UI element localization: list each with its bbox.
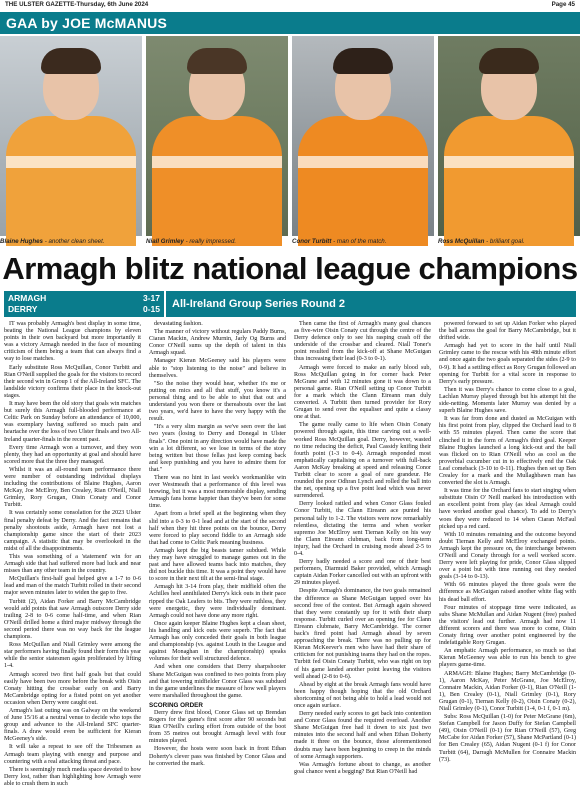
player-photo (146, 36, 288, 245)
score-box (4, 291, 164, 317)
paragraph: There is seemingly much media space devoted to how Derry lost, rather than highlighting how Armagh were able to crush them in such (4, 766, 141, 787)
paragraph: It will take a repeat to see off the Tribesmen as Armagh team playing with energy and purpose and countering with a real attacking threat and pace. (4, 744, 141, 765)
paragraph: Armagh were forced to make an early blood sub, Ross McQuillan going in for corner back Peter McGrane and with 12 minutes gone it was down to a personal game. Rian O'Neill setting up Conor Turbitt for a mark which the Clann Eireann man duly converted. A Turbitt then turned provider for Rory Grugan to send over the equaliser and quite a classy one at that. (294, 364, 431, 421)
paragraph: And when one considers that Derry sharpshooter Shane McGuigan was confined to two points from play and that towering midfielder Conor Glass was subdued in the game underlines the measure of how well players were marshalled throughout the game. (149, 664, 286, 699)
paragraph: Was Armagh's fortune about to change, as another goal chance went a begging? But Rian O'Neill had (294, 761, 431, 775)
paragraph: Whilst it was an all-round team performance there were number of outstanding individual displays including the contributions of Blaine Hughes, Aaron McKay, Joe McElroy, Ben Crealey, Rian O'Neill, Niall Grimley, Rory Grugan, Oisin Conaty and Conor Turbitt. (4, 466, 141, 509)
section-header (0, 12, 580, 34)
paragraph: With 10 minutes remaining and the outcome beyond doubt Tiernan Kelly and McElroy exchanged points. Armagh kept the pressure on, the interchange between O'Neill and Conaty through for a well worked score. Derry were left playing for pride, Conor Glass slipped over a point but with time running out they needed goals (3-14 to 0-13). (439, 531, 576, 581)
paragraph: Once again keeper Blaine Hughes kept a clean sheet, his handling and kick outs were superb. The fact that Armagh has only conceded their goals in both league and championship (vs. against Louth in the League and against Monaghan in the championship) speaks volumes for their well structured defence. (149, 620, 286, 663)
paragraph: The manner of victory without regulars Paddy Burns, Ciaran Mackin, Andrew Murnin, Jarly Og Burns and Conor O'Neill sums up the depth of talent in this Armagh squad. (149, 329, 286, 357)
masthead-publication: THE ULSTER GAZETTE-Thursday, 6th June 2024 (5, 1, 149, 8)
article-column (294, 321, 431, 775)
paragraph: Ahead by eight at the break Armagh fans would have been happy though hoping that the old Orchard shortcoming of not being able to hold a lead would not once again surface. (294, 681, 431, 709)
paragraph: With 66 minutes played the three goals were the difference as McGuigan raised another white flag with his dead ball effort. (439, 582, 576, 603)
paragraph: Subs: Ross McQuillan (1-0) for Peter McGrane (6m), Stefan Campbell for Jason Duffy for Stefan Campbell (49), Oisin O'Neill (0-1) for Rian O'Neill (57), Greg McCabe for Aidan Forker (57), Shane McPartland (0-1) for Ben Crealey (65), Aidan Nugent (0-1 f) for Conor Turbitt (64), Darragh McMullen for Connaire Mackin (73). (439, 714, 576, 763)
photo-caption: Conor Turbitt - man of the match. (292, 238, 387, 245)
photo-caption: Blaine Hughes - another clean sheet. (0, 238, 105, 245)
paragraph: Derry drew first blood, Conor Glass set up Brendan Rogers for the game's first score after 90 seconds but Rian O'Neill's curling effort from outside of the boot from 35 metres out brought Armagh level with four minutes played. (149, 709, 286, 745)
masthead-page-number: Page 45 (551, 1, 575, 8)
paragraph: Turbitt (2), Aidan Forker and Barry McCambridge would add points that saw Armagh outscore Derry side trailing 2-8 to 0-6 come half-time, and when Rian O'Neill drilled home a third major midway through the second period there was no way back for the league champions. (4, 598, 141, 641)
paragraph: Then came the first of Armagh's many goal chances as five-wire Oisin Conaty cut through the centre of the Derry defence only to see his rasping crash off the underside of the crossbar and cleared. Niall Toner's point resulted from the kick-off at Shane McGuigan thus increasing their lead (0-3 to 0-1). (294, 321, 431, 363)
paragraph: It was certainly some consolation for the 2023 Ulster final penalty defeat by Derry. And the fact remains that penalty shootouts aside, Armagh have not lost a championship game since the start of their 2023 campaign. A statistic that may be overlooked in the midst of all the disappointments. (4, 510, 141, 552)
paragraph: Ross McQuillan and Niall Grimley were among the star performers having finally found their form this year while the senior statesmen again proliferated by lifting 1-4. (4, 642, 141, 670)
article-column (4, 321, 141, 787)
paragraph: This was something of a 'statement' win for an Armagh side that had suffered more bad luck and near misses than any other team in the country. (4, 554, 141, 575)
paragraph: Despite Armagh's dominance, the two goals remained the difference as Shane McGuigan tapped over his second free of the contest. But Armagh again showed that they were constantly up for it with their sharp response. Turbitt curled over an opening fee for Clann Eireann clubmate, Barry McCambridge. The corner back's fired point had Armagh ahead by seven approaching the break. There was no pulling up for Kieran McKeever's men who have had their share of criticism for not punishing teams they had on the ropes. Turbitt fed Oisin Conaty Turbitt, who was right on top of his game landed another point leaving the visitors well ahead (2-8 to 0-6). (294, 588, 431, 680)
article-body (4, 321, 576, 787)
player-photo (0, 36, 142, 245)
paragraph: Then it was Derry's chance to come close to a goal, Lachlan Murray played through but his attempt hit the side-netting. Moments later Murray was denied by a superb Blaine Hughes save. (439, 386, 576, 415)
article-headline: Armagh blitz national league champions (2, 251, 578, 286)
masthead (0, 0, 580, 9)
photo-strip (0, 36, 580, 248)
paragraph: It may have been the old story that goals win matches but surely this Armagh full-blooded performance at Celtic Park on Sunday before an attendance of 10,000, was exemplary having suffered so much pain and heartache over the loss of two Ulster finals and two All-Ireland quarter-finals in the recent past. (4, 401, 141, 443)
paragraph: Early substitute Ross McQuillan, Conor Turbitt and Rian O'Neill supplied the goals for the visitors to record their second win in Group 1 of the All-Ireland SFC. The landslide victory confirms their place in the knock-out stages. (4, 364, 141, 399)
player-photo (438, 36, 580, 245)
paragraph: "It's a very slim margin as we've seen over the last two years (losing to Derry and Donegal in Ulster finals". One point in any direction would have made the win a lot different, so we lose in terms of the story being written but those fellas just keep coming back and keep punishing and you have to admire them for that." (149, 424, 286, 473)
paragraph: Manager Kieran McGeeney said his players were able to "stop listening to the noise" and believe in themselves. (149, 358, 286, 379)
paragraph: However, the hosts were soon back in front Ethan Doherty's clever pass was finished by Conor Glass and he converted the mark. (149, 746, 286, 767)
paragraph: Derry badly needed a score and one of their best performers, Diarmuid Baker provided, which Armagh captain Aidan Forker cancelled out with an upfront with 29 minutes played. (294, 559, 431, 587)
paragraph: Armagh hit 3-14 from play, their midfield often the Achilles heel annihilated Derry's kick outs in their pace ripped the Oak Leafers to bits. They were ruthless, they were energetic, they were individually dominant. Armagh could not have done any more right. (149, 584, 286, 619)
paragraph: Armagh had yet to score in the half until Niall Grimley came to the rescue with his 48th minute effort and once again the two goals separated the sides (2-9 to 0-9). It had a settling effect as Rory Grugan followed an opening for Turbitt for a vital score in response to Derry's early pressure. (439, 343, 576, 385)
paragraph: Armagh kept the big beasts tamer subdued. While they may have struggled to manage games out in the past and have allowed teams back into matches, they did not buckle this time. It was a point they would have to score in their next tilt at the semi-final stage. (149, 547, 286, 583)
paragraph: Armagh's last outing was on Galway on the weekend of June 15/16 at a neutral venue to decide who tops the group and advance to the All-Ireland SFC quarter-finals. A draw would even be sufficient for Kieran McGeeney's side. (4, 707, 141, 743)
paragraph: Apart from a brief spell at the beginning when they slid into a 0-3 to 0-1 lead and at the start of the second half when they hit three points on the bounce, Derry were forced to play second fiddle to an Armagh side that had come to Celtic Park meaning business. (149, 511, 286, 546)
paragraph: It was time for the Orchard fans to start singing when substitute Oisin O' Neill marked his introduction with an excellent point from play (as ideal Armagh could have worked another goal chance). To add to Derry's woes they were reduced to 14 when Ciaran McFaul picked up a red card. (439, 488, 576, 530)
paragraph: powered forward to set up Aidan Forker who played the ball across the goal for Barry McCambridge, but it drifted wide. (439, 321, 576, 342)
paragraph: It was far from done and dusted as McGuigan with his first point from play, clipped the Orchard lead to 8 with 55 minutes played. Then came the score that clinched it in the form of Armagh's third goal. Keeper Blaine Hughes launched a long kick-out and the ball was flicked on to Rian O'Neill who as cool as the proverbial cucumber cut in to effectively end the Oak Leaf comeback (3-10 to 0-11). Hughes then set up Ben Crealey for a mark and the Mullaghbawn man has converted the slot is Armagh. (439, 416, 576, 487)
paragraph: "So the noise they would hear, whether it's me or putting on mics and all that stuff, you know it's a personal thing and to be able to shut that out and understand you won there or thereabouts over the last two years, we'd have to have the very happy with the result. (149, 380, 286, 423)
photo-caption: Niall Grimley - really impressed. (146, 238, 237, 245)
paragraph: IT was probably Armagh's best display in some time, beating the National League champions by eleven points in their own backyard but more importantly it was a victory Armagh needed in the face of mounting criticism of them being a team that can always find a way to lose matches. (4, 321, 141, 363)
section-title: GAA by JOE McMANUS (6, 15, 167, 31)
score-row-away: DERRY 0-15 (8, 304, 160, 314)
paragraph: There was no hint in last week's workmanlike win over Westmeath that a performance of this level was brewing, but it was a most memorable display, sending Armagh fans home happier than they've been for some time. (149, 474, 286, 510)
player-photo (292, 36, 434, 245)
article-column (149, 321, 286, 767)
paragraph: McQuillan's first-half goal helped give a 1-7 to 0-6 lead and man of the match Turbitt rolled in their second major seven minutes later to widen the gap to five. (4, 576, 141, 597)
photo-caption: Ross McQuillan - brilliant goal. (438, 238, 525, 245)
paragraph: Every time Armagh won a turnover, and they won plenty, they had an opportunity at goal and should have scored more that the three they managed. (4, 444, 141, 465)
competition-banner: All-Ireland Group Series Round 2 (166, 291, 576, 317)
paragraph: Four minutes of stoppage time were indicated, as subs Shane McMullan and Aidan Nugent (free) pushed the visitors' lead out further. Armagh had now 11 different scorers and there was more to come, Oisin Conaty firing over another point engineered by the indefatigable Rory Grugan. (439, 604, 576, 647)
paragraph: Derry needed early scores to get back into contention and Conor Glass found the required overload. Another Shane McGuigan free had it down to six just two minutes into the second half and when Ethan Doherty made it three on the bounce, those aforementioned doubts may have been beginning to creep in the minds of some Armagh supporters. (294, 711, 431, 760)
article-column (439, 321, 576, 763)
paragraph: devastating fashion. (154, 321, 203, 327)
paragraph: ARMAGH: Blaine Hughes; Barry McCambridge (0-1), Aaron McKay, Peter McGrane, Joe McElroy, Connaire Mackin, Aidan Forker (0-1), Rian O'Neill (1-1), Ben Crealey (0-1), Niall Grimley (0-1), Rory Grugan (0-1), Tiernan Kelly (0-2), Oisin Conaty (0-2), Niall Grimley (0-1), Conor Turbitt (1-4, 0-1 f, 0-1 m). (439, 670, 576, 712)
subheading: SCORING ORDER (149, 701, 203, 709)
paragraph: Armagh scored two first half goals but that could easily have been two more before the break with Oisin Conaty hitting the crossbar early on and Barry McCambridge opting for a fisted point on yet another occasion when Derry were caught out. (4, 671, 141, 706)
paragraph: Derry looked rattled and when Conor Glass fouled Conor Turbitt, the Clann Eireann ace punted his personal tally to 1-2. The visitors were now remarkably relentless, dictating the terms and when worker supremo Joe McElroy sent Tiernan Kelly on his way the Clann Eireann clubman, back from long-term injury, had the Orchard in cruising mode ahead 2-5 to 0-4. (294, 501, 431, 557)
paragraph: An emphatic Armagh performance, so much so that Kieran McGeeney was able to run his bench to give players game-time. (439, 648, 576, 669)
score-row-home: ARMAGH 3-17 (8, 293, 160, 303)
paragraph: The game really came to life when Oisin Conaty powered through again, this time carving out a well-worked Ross McQuillan goal. Derry, however, wasted no time reducing the deficit, Paul Cassidy knifing their fourth point (1-3 to 0-4). Armagh responded most emphatically capitalising on a turnover with full-back Aaron McKay breaking at speed and releasing Conor Turbitt clear to score a goal of rare grandeur. He rounded the poor Odhran Lynch and rolled the ball into the net, opening up a five point lead which was never surrendered. (294, 422, 431, 500)
